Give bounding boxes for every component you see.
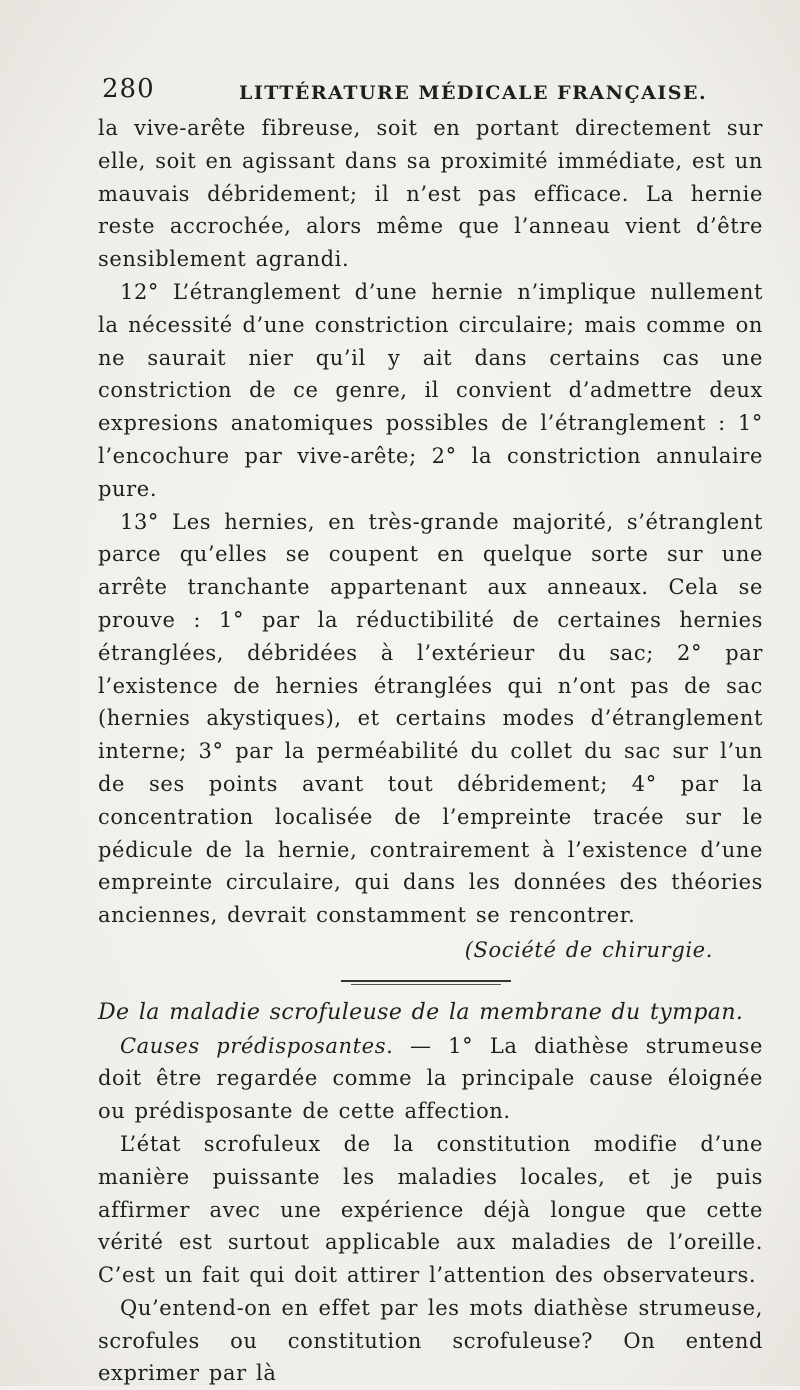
running-title: LITTÉRATURE MÉDICALE FRANÇAISE. — [239, 82, 708, 104]
paragraph-scrofulous-state: L’état scrofuleux de la constitution modifie d’une manière puissante les maladies locales, et je puis affirmer avec une expérience déjà longue que cette vérité est surtout applicable aux maladies de l’oreille. C’est un fait qui doit attirer l’attention des observateurs. — [98, 1131, 763, 1288]
source-attribution: (Société de chirurgie. — [464, 937, 713, 962]
causes-label: Causes prédisposantes. — [120, 1033, 394, 1058]
body-text — [98, 112, 763, 1390]
page-number: 280 — [102, 74, 155, 104]
section-divider — [98, 973, 763, 989]
paragraph-continued: la vive-arête fibreuse, soit en portant directement sur elle, soit en agissant dans sa proximité immédiate, est un mauvais débridement; il n’est pas efficace. La hernie reste accrochée, alors même que l’anneau vient d’être sensiblement agrandi. — [98, 116, 763, 272]
paragraph-causes — [98, 1030, 763, 1128]
page-header — [96, 74, 766, 114]
article-title: De la maladie scrofuleuse de la membrane du tympan. — [98, 999, 744, 1025]
causes-text: — 1° La diathèse strumeuse doit être regardée comme la principale cause éloignée ou prédisposante de cette affection. — [98, 1033, 764, 1124]
paragraph-item-12: 12° L’étranglement d’une hernie n’implique nullement la nécessité d’une constriction circulaire; mais comme on ne saurait nier qu’il y ait dans certains cas une constriction de ce genre, il convient d’admettre deux expresions anatomiques possibles de l’étranglement : 1° l’encochure par vive-arête; 2° la constriction annulaire pure. — [98, 279, 763, 501]
paragraph-definition: Qu’entend-on en effet par les mots diathèse strumeuse, scrofules ou constitution scrofuleuse? On entend exprimer par là — [98, 1295, 763, 1386]
paragraph-item-13: 13° Les hernies, en très-grande majorité, s’étranglent parce qu’elles se coupent en quelque sorte sur une arrête tranchante appartenant aux anneaux. Cela se prouve : 1° par la réductibilité de certaines hernies étranglées, débridées à l’extérieur du sac; 2° par l’existence de hernies étranglées qui n’ont pas de sac (hernies akystiques), et certains modes d’étranglement interne; 3° par la perméabilité du collet du sac sur l’un de ses points avant tout débridement; 4° par la concentration localisée de l’empreinte tracée sur le pédicule de la hernie, contrairement à l’existence d’une empreinte circulaire, qui dans les données des théories anciennes, devrait constamment se rencontrer. — [98, 509, 763, 928]
